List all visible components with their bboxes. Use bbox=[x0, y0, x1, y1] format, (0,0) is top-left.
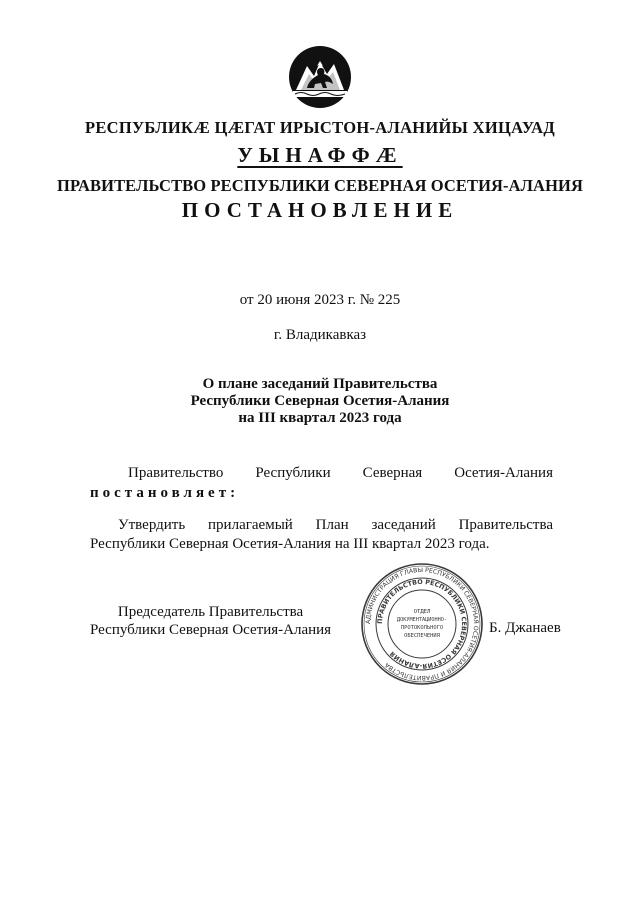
resolution-preamble bbox=[90, 465, 553, 502]
ossetian-document-type: УЫНАФФӔ bbox=[237, 143, 403, 167]
coat-of-arms-emblem bbox=[287, 44, 353, 110]
ossetian-government-title: РЕСПУБЛИКӔ ЦӔГАТ ИРЫСТОН-АЛАНИЙЫ ХИЦАУАД bbox=[84, 118, 555, 137]
seal-outer-text: АДМИНИСТРАЦИЯ ГЛАВЫ РЕСПУБЛИКИ СЕВЕРНАЯ ОСЕТИЯ-АЛАНИЯ И ПРАВИТЕЛЬСТВА bbox=[364, 566, 480, 682]
preamble-word: Северная bbox=[362, 465, 423, 481]
subject-line: О плане заседаний Правительства bbox=[202, 376, 438, 392]
subject-line: Республики Северная Осетия-Алания bbox=[190, 393, 450, 409]
document-type: ПОСТАНОВЛЕНИЕ bbox=[181, 198, 459, 222]
resolves-word: постановляет: bbox=[90, 485, 240, 501]
seal-center-line: ОТДЕЛ bbox=[413, 609, 431, 615]
seal-center-line: ПРОТОКОЛЬНОГО bbox=[400, 625, 444, 631]
document-city: г. Владикавказ bbox=[273, 327, 367, 343]
signer-position bbox=[90, 603, 331, 639]
official-seal-stamp bbox=[360, 562, 484, 686]
seal-middle-text: ПРАВИТЕЛЬСТВО РЕСПУБЛИКИ СЕВЕРНАЯ ОСЕТИЯ-АЛАНИЯ bbox=[375, 577, 469, 671]
document-date-number: от 20 июня 2023 г. № 225 bbox=[239, 292, 401, 308]
resolution-body-paragraph: Утвердить прилагаемый План заседаний Правительства Республики Северная Осетия-Алания на III квартал 2023 года. bbox=[90, 517, 553, 552]
preamble-word: Республики bbox=[255, 465, 331, 481]
subject-line: на III квартал 2023 года bbox=[238, 410, 402, 426]
preamble-word: Осетия-Алания bbox=[454, 465, 553, 481]
government-title: ПРАВИТЕЛЬСТВО РЕСПУБЛИКИ СЕВЕРНАЯ ОСЕТИЯ-АЛАНИЯ bbox=[57, 176, 583, 195]
seal-center-line: ДОКУМЕНТАЦИОННО- bbox=[397, 617, 447, 623]
preamble-word: Правительство bbox=[128, 465, 224, 481]
document-subject bbox=[0, 376, 640, 427]
preamble-line bbox=[90, 465, 553, 482]
seal-center-line: ОБЕСПЕЧЕНИЯ bbox=[404, 633, 440, 639]
signer-name: Б. Джанаев bbox=[489, 620, 561, 636]
signer-position-line: Председатель Правительства bbox=[117, 604, 304, 620]
signer-position-line: Республики Северная Осетия-Алания bbox=[90, 622, 332, 638]
